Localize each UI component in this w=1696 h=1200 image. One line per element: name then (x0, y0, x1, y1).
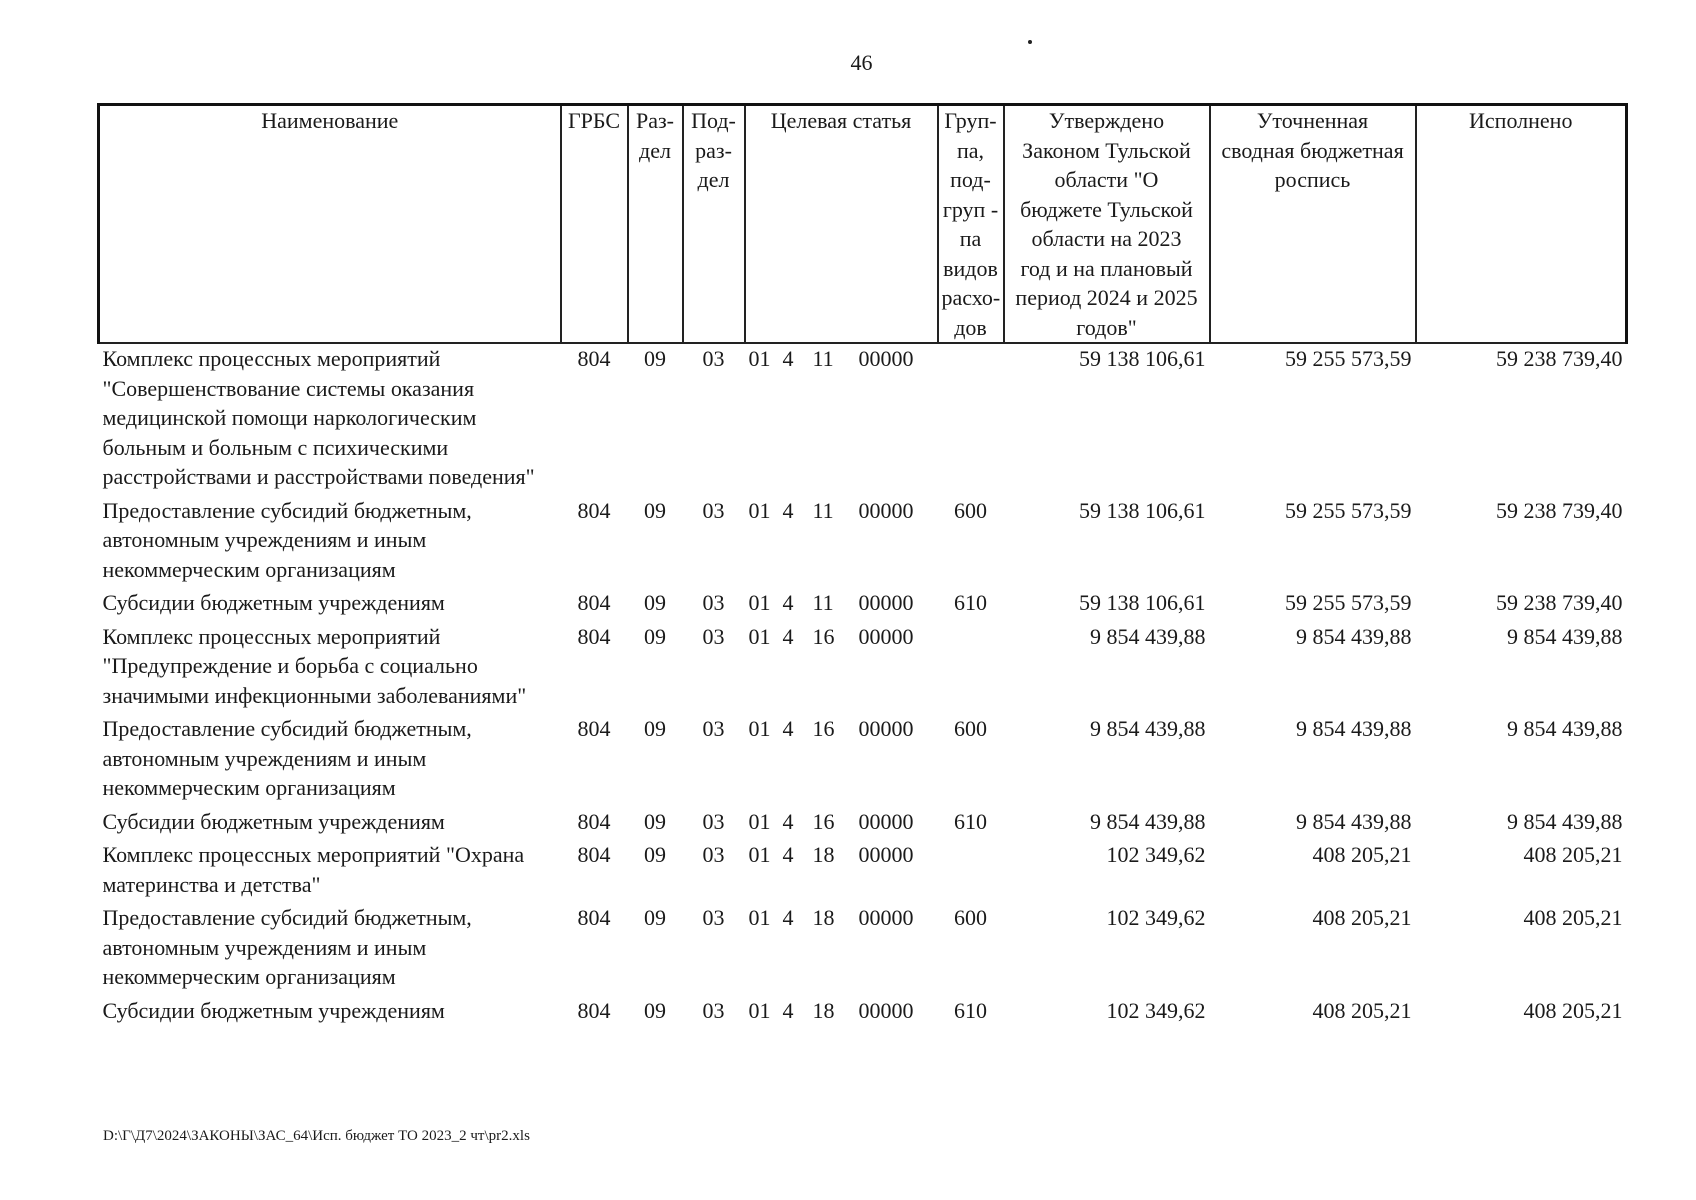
row-expense-group (938, 622, 1004, 715)
target-direction: 00000 (858, 623, 914, 649)
row-name: Предоставление субсидий бюджетным, автономным учреждениям и иным некоммерческим организациям (102, 716, 472, 800)
row-target-article (745, 714, 938, 807)
row-name: Предоставление субсидий бюджетным, автономным учреждениям и иным некоммерческим организациям (102, 905, 472, 989)
target-complex: 16 (812, 716, 835, 741)
target-complex: 16 (812, 808, 835, 834)
table-header-row (99, 105, 1627, 344)
row-expense-group: 610 (954, 997, 987, 1023)
target-program: 01 (748, 997, 771, 1023)
row-expense-group: 610 (954, 590, 987, 615)
row-approved: 102 349,62 (1106, 905, 1206, 930)
target-complex: 11 (812, 590, 834, 615)
row-target-article (745, 996, 938, 1030)
target-direction: 00000 (858, 346, 914, 371)
target-type: 4 (782, 905, 794, 930)
target-direction: 00000 (858, 905, 914, 930)
table-row (99, 588, 1627, 622)
target-complex: 11 (812, 346, 834, 371)
row-razdel: 09 (644, 905, 666, 930)
header-podrazdel: Под- раз- дел (683, 105, 745, 344)
target-complex: 11 (812, 497, 834, 523)
header-approved: Утверждено Законом Тульской области "О бюджете Тульской области на 2023 год и на плановый период 2024 и 2025 годов" (1004, 105, 1210, 344)
page-number: 46 (850, 50, 873, 75)
table-row (99, 996, 1627, 1030)
target-type: 4 (782, 346, 794, 371)
row-refined: 9 854 439,88 (1296, 623, 1412, 649)
target-complex: 18 (812, 842, 835, 867)
row-razdel: 09 (644, 997, 666, 1023)
table-row (99, 714, 1627, 807)
row-approved: 9 854 439,88 (1090, 716, 1206, 741)
target-direction: 00000 (858, 497, 914, 523)
row-razdel: 09 (644, 716, 666, 741)
row-refined: 408 205,21 (1312, 842, 1412, 867)
target-type: 4 (782, 623, 794, 649)
header-expense-group: Груп- па, под- груп - па видов расхо- дов (938, 105, 1004, 344)
table-row (99, 622, 1627, 715)
target-direction: 00000 (858, 716, 914, 741)
footer-file-path: D:\Г\Д7\2024\ЗАКОНЫ\ЗАС_64\Исп. бюджет ТО 2023_2 чт\pr2.xls (103, 1128, 530, 1144)
row-refined: 59 255 573,59 (1285, 590, 1412, 615)
row-target-article (745, 840, 938, 903)
row-name: Комплекс процессных мероприятий "Предупреждение и борьба с социально значимыми инфекционными заболеваниями" (102, 623, 527, 708)
target-program: 01 (748, 716, 771, 741)
table-row (99, 343, 1627, 496)
row-grbs: 804 (577, 905, 611, 930)
row-executed: 59 238 739,40 (1496, 346, 1623, 371)
target-program: 01 (748, 346, 771, 371)
row-name: Предоставление субсидий бюджетным, автономным учреждениям и иным некоммерческим организациям (102, 497, 472, 582)
header-razdel: Раз- дел (628, 105, 683, 344)
row-executed: 9 854 439,88 (1507, 623, 1623, 649)
row-name: Комплекс процессных мероприятий "Совершенствование системы оказания медицинской помощи наркологическим больным и больным с психическими расстройствами и расстройствами поведения" (102, 346, 535, 489)
row-grbs: 804 (577, 590, 611, 615)
row-executed: 59 238 739,40 (1496, 590, 1623, 615)
row-podrazdel: 03 (702, 590, 725, 615)
header-executed: Исполнено (1416, 105, 1627, 344)
row-executed: 59 238 739,40 (1496, 497, 1623, 523)
row-grbs: 804 (577, 497, 611, 523)
row-expense-group (938, 343, 1004, 496)
row-refined: 9 854 439,88 (1296, 716, 1412, 741)
row-grbs: 804 (577, 346, 611, 371)
row-podrazdel: 03 (702, 808, 725, 834)
row-target-article (745, 496, 938, 589)
row-grbs: 804 (577, 808, 611, 834)
target-program: 01 (748, 905, 771, 930)
target-complex: 16 (812, 623, 835, 649)
row-refined: 408 205,21 (1312, 905, 1412, 930)
row-razdel: 09 (644, 623, 666, 649)
target-direction: 00000 (858, 997, 914, 1023)
row-razdel: 09 (644, 346, 666, 371)
budget-table (97, 103, 1628, 1029)
row-razdel: 09 (644, 808, 666, 834)
target-type: 4 (782, 590, 794, 615)
row-target-article (745, 343, 938, 496)
row-expense-group (938, 840, 1004, 903)
row-approved: 9 854 439,88 (1090, 808, 1206, 834)
target-direction: 00000 (858, 808, 914, 834)
row-name: Субсидии бюджетным учреждениям (102, 808, 445, 834)
row-target-article (745, 807, 938, 841)
target-type: 4 (782, 808, 794, 834)
row-approved: 59 138 106,61 (1079, 497, 1206, 523)
row-podrazdel: 03 (702, 905, 725, 930)
row-executed: 408 205,21 (1523, 997, 1623, 1023)
row-target-article (745, 622, 938, 715)
row-refined: 59 255 573,59 (1285, 346, 1412, 371)
target-program: 01 (748, 842, 771, 867)
row-expense-group: 600 (954, 905, 987, 930)
target-type: 4 (782, 842, 794, 867)
row-grbs: 804 (577, 716, 611, 741)
row-grbs: 804 (577, 997, 611, 1023)
row-approved: 59 138 106,61 (1079, 590, 1206, 615)
row-approved: 102 349,62 (1106, 997, 1206, 1023)
header-grbs: ГРБС (561, 105, 628, 344)
row-podrazdel: 03 (702, 497, 725, 523)
row-podrazdel: 03 (702, 346, 725, 371)
target-type: 4 (782, 497, 794, 523)
header-name: Наименование (99, 105, 561, 344)
table-row (99, 496, 1627, 589)
row-podrazdel: 03 (702, 842, 725, 867)
row-podrazdel: 03 (702, 716, 725, 741)
row-expense-group: 600 (954, 497, 987, 523)
row-razdel: 09 (644, 497, 666, 523)
row-executed: 408 205,21 (1523, 842, 1623, 867)
target-type: 4 (782, 716, 794, 741)
row-name: Субсидии бюджетным учреждениям (102, 590, 445, 615)
target-type: 4 (782, 997, 794, 1023)
header-refined: Уточненная сводная бюджетная роспись (1210, 105, 1416, 344)
header-target-article: Целевая статья (745, 105, 938, 344)
target-program: 01 (748, 623, 771, 649)
target-program: 01 (748, 808, 771, 834)
row-razdel: 09 (644, 590, 666, 615)
row-executed: 9 854 439,88 (1507, 716, 1623, 741)
row-approved: 9 854 439,88 (1090, 623, 1206, 649)
target-program: 01 (748, 497, 771, 523)
row-podrazdel: 03 (702, 997, 725, 1023)
row-razdel: 09 (644, 842, 666, 867)
scan-dot (1028, 40, 1032, 44)
row-executed: 9 854 439,88 (1507, 808, 1623, 834)
target-direction: 00000 (858, 590, 914, 615)
row-approved: 59 138 106,61 (1079, 346, 1206, 371)
row-refined: 59 255 573,59 (1285, 497, 1412, 523)
row-podrazdel: 03 (702, 623, 725, 649)
target-complex: 18 (812, 997, 835, 1023)
row-expense-group: 600 (954, 716, 987, 741)
target-complex: 18 (812, 905, 835, 930)
target-program: 01 (748, 590, 771, 615)
row-grbs: 804 (577, 623, 611, 649)
row-name: Субсидии бюджетным учреждениям (102, 997, 445, 1023)
row-target-article (745, 588, 938, 622)
table-row (99, 903, 1627, 996)
row-expense-group: 610 (954, 808, 987, 834)
row-name: Комплекс процессных мероприятий "Охрана материнства и детства" (102, 842, 525, 897)
row-grbs: 804 (577, 842, 611, 867)
row-target-article (745, 903, 938, 996)
table-row (99, 840, 1627, 903)
row-refined: 9 854 439,88 (1296, 808, 1412, 834)
row-refined: 408 205,21 (1312, 997, 1412, 1023)
row-executed: 408 205,21 (1523, 905, 1623, 930)
row-approved: 102 349,62 (1106, 842, 1206, 867)
table-row (99, 807, 1627, 841)
target-direction: 00000 (858, 842, 914, 867)
